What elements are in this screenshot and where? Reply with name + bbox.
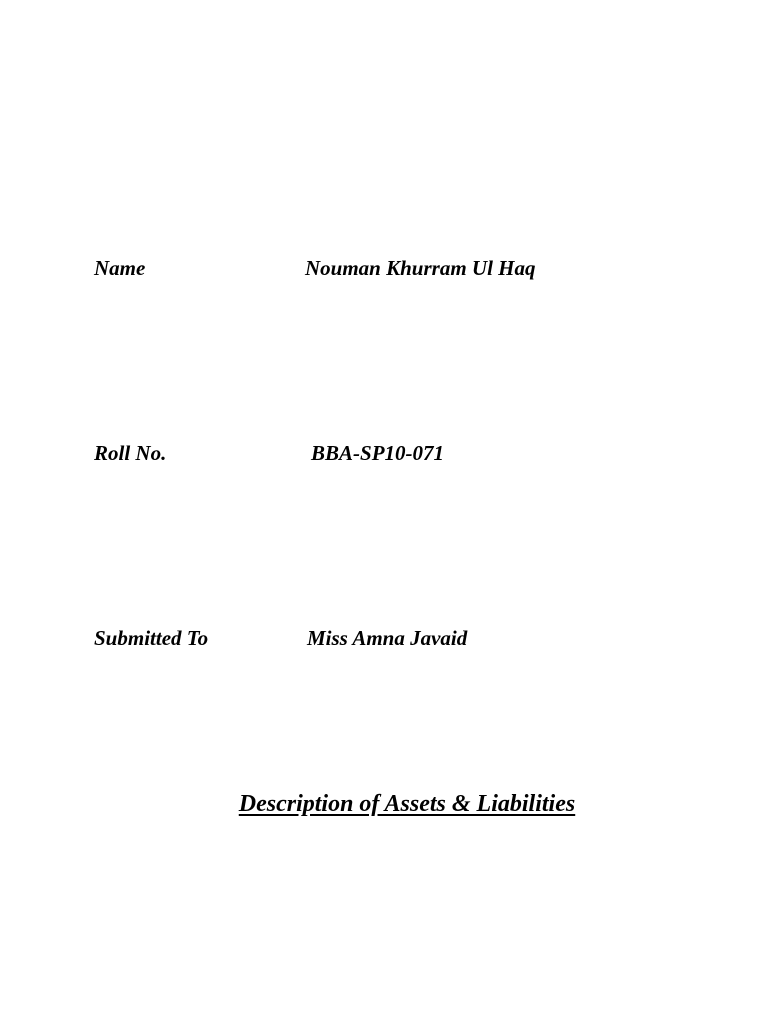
roll-no-value: BBA-SP10-071 xyxy=(311,441,445,465)
name-value: Nouman Khurram Ul Haq xyxy=(305,256,536,280)
submitted-to-value: Miss Amna Javaid xyxy=(307,626,468,650)
name-label: Name xyxy=(94,256,146,280)
roll-no-label: Roll No. xyxy=(94,441,167,465)
submitted-to-label: Submitted To xyxy=(94,626,209,650)
document-title xyxy=(0,792,768,816)
document-title-text: Description of Assets & Liabilities xyxy=(238,791,576,817)
